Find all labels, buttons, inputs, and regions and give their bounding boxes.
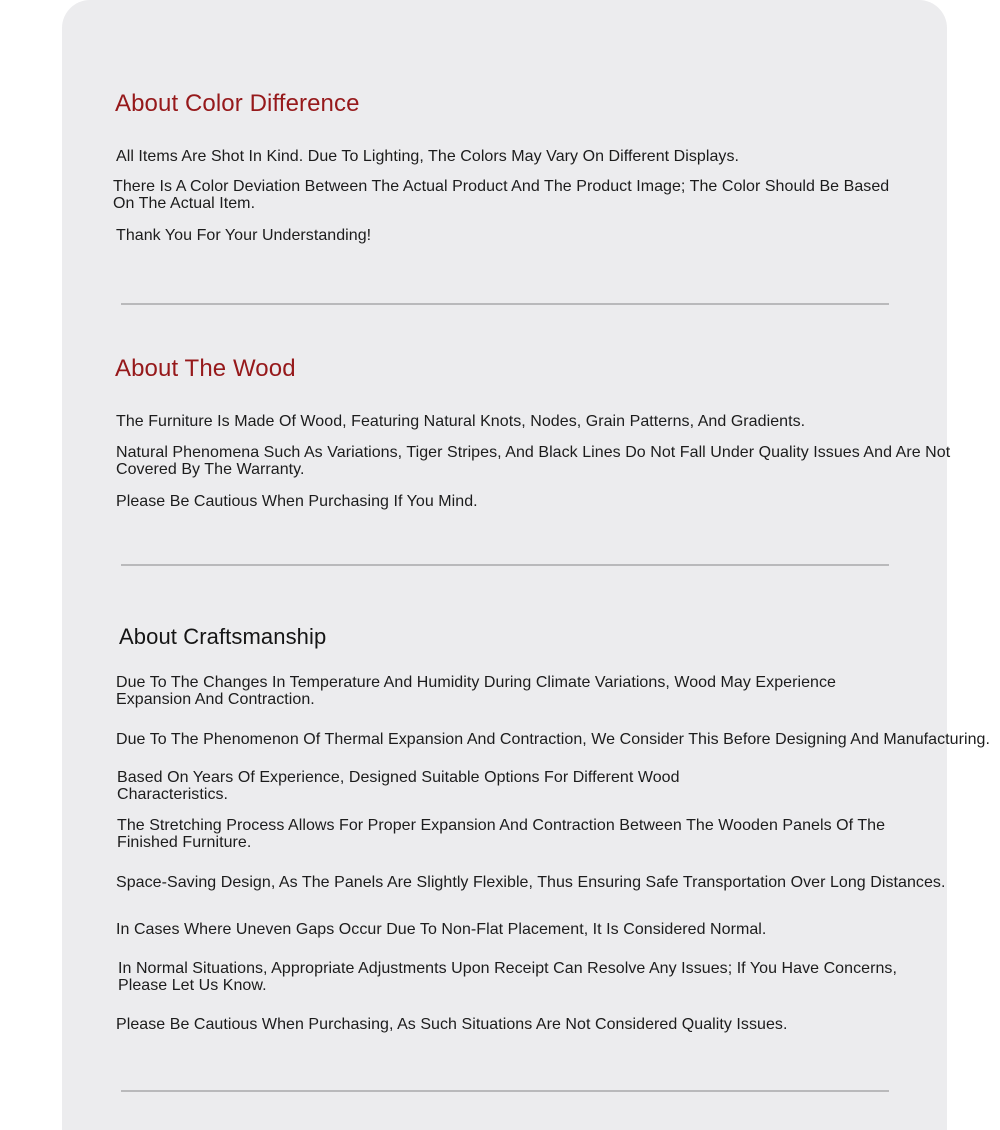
section-divider bbox=[121, 564, 889, 566]
craftsmanship-paragraph: In Normal Situations, Appropriate Adjustments Upon Receipt Can Resolve Any Issues; If You Have Concerns, Please Let Us Know. bbox=[118, 960, 897, 994]
craftsmanship-paragraph: Please Be Cautious When Purchasing, As Such Situations Are Not Considered Quality Issues. bbox=[116, 1016, 788, 1033]
craftsmanship-paragraph: Based On Years Of Experience, Designed Suitable Options For Different Wood Characteristics. bbox=[117, 769, 680, 803]
wood-paragraph: Please Be Cautious When Purchasing If You Mind. bbox=[116, 493, 478, 510]
craftsmanship-paragraph: Due To The Changes In Temperature And Humidity During Climate Variations, Wood May Experience Expansion And Contraction. bbox=[116, 674, 836, 708]
section-divider bbox=[121, 303, 889, 305]
craftsmanship-paragraph: Space-Saving Design, As The Panels Are Slightly Flexible, Thus Ensuring Safe Transportation Over Long Distances. bbox=[116, 874, 946, 891]
color-difference-paragraph: There Is A Color Deviation Between The Actual Product And The Product Image; The Color Should Be Based On The Actual Item. bbox=[113, 178, 890, 212]
color-difference-paragraph: All Items Are Shot In Kind. Due To Lighting, The Colors May Vary On Different Displays. bbox=[116, 148, 740, 165]
craftsmanship-paragraph: In Cases Where Uneven Gaps Occur Due To Non-Flat Placement, It Is Considered Normal. bbox=[116, 921, 767, 938]
wood-paragraph: Natural Phenomena Such As Variations, Tiger Stripes, And Black Lines Do Not Fall Under Quality Issues And Are Not Covered By The Warranty. bbox=[116, 444, 951, 478]
wood-paragraph: The Furniture Is Made Of Wood, Featuring Natural Knots, Nodes, Grain Patterns, And Gradients. bbox=[116, 413, 806, 430]
craftsmanship-paragraph: The Stretching Process Allows For Proper Expansion And Contraction Between The Wooden Panels Of The Finished Furniture. bbox=[117, 817, 886, 851]
section-title-color-difference: About Color Difference bbox=[115, 90, 360, 117]
section-title-wood: About The Wood bbox=[115, 355, 296, 382]
section-divider bbox=[121, 1090, 889, 1092]
section-title-craftsmanship: About Craftsmanship bbox=[119, 624, 327, 649]
notice-card bbox=[62, 0, 990, 1130]
craftsmanship-paragraph: Due To The Phenomenon Of Thermal Expansion And Contraction, We Consider This Before Designing And Manufacturing. bbox=[116, 731, 990, 748]
color-difference-paragraph: Thank You For Your Understanding! bbox=[116, 227, 372, 244]
